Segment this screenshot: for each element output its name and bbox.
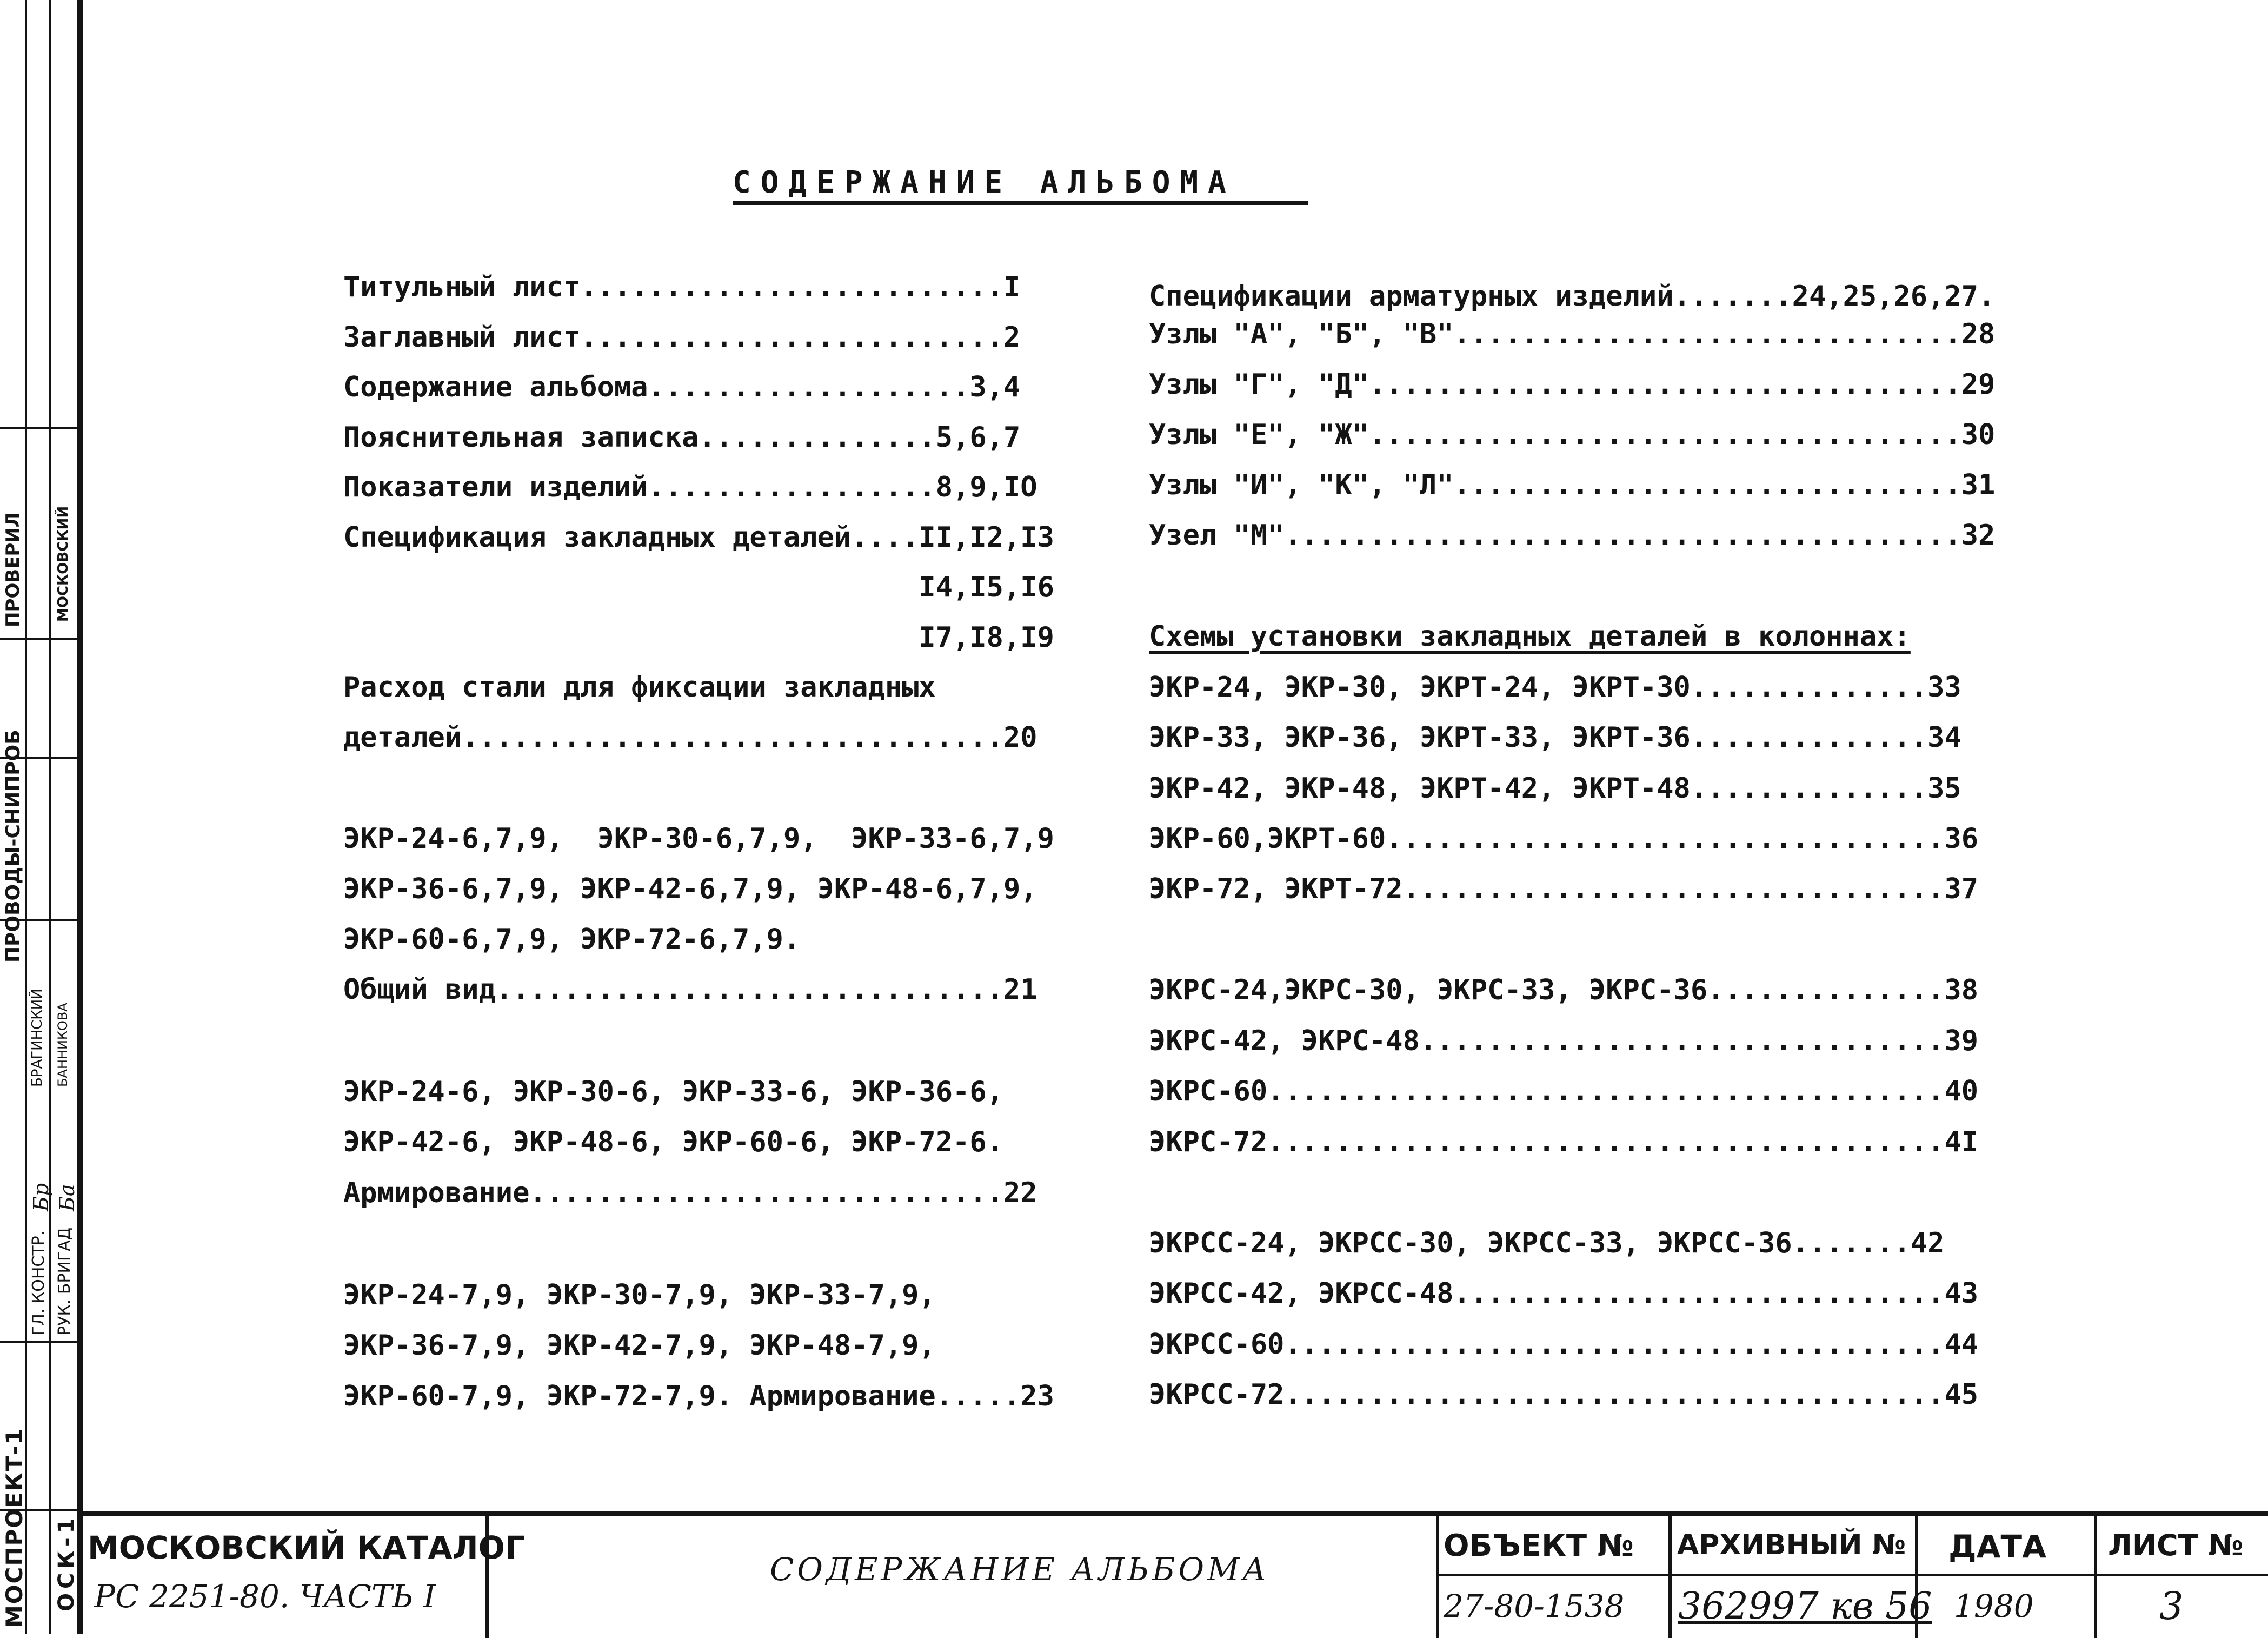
strip-workshop: ПРОВОДЫ-СНИПРОБ	[2, 730, 24, 963]
toc-left-item: I7,I8,I9	[343, 621, 1054, 654]
title-block-divider	[1436, 1516, 1439, 1638]
strip-series: ОСК-1	[54, 1514, 79, 1612]
sheet-title: СОДЕРЖАНИЕ АЛЬБОМА	[770, 1551, 1270, 1588]
catalog-name: МОСКОВСКИЙ КАТАЛОГ	[88, 1529, 525, 1566]
toc-right-item: Спецификации арматурных изделий.......24,25,26,27.	[1149, 280, 1996, 313]
toc-right-section-heading: Схемы установки закладных деталей в колоннах:	[1149, 620, 1911, 653]
toc-right-item: ЭКРСС-42, ЭКРСС-48.............................43	[1149, 1277, 1979, 1310]
toc-left-item: Пояснительная записка..............5,6,7	[343, 421, 1021, 454]
title-block	[83, 1511, 2268, 1634]
toc-left-item: ЭКР-36-7,9, ЭКР-42-7,9, ЭКР-48-7,9,	[343, 1329, 936, 1362]
toc-right-item: ЭКР-60,ЭКРТ-60.................................36	[1149, 823, 1979, 855]
toc-right-item: ЭКРСС-72.......................................45	[1149, 1378, 1979, 1411]
strip-col-3	[51, 0, 79, 1634]
date-label: ДАТА	[1948, 1528, 2046, 1565]
toc-left-item: Спецификация закладных деталей....II,I2,I3	[343, 521, 1054, 554]
strip-role-2: РУК. БРИГАД	[55, 1227, 74, 1336]
title-underline	[733, 201, 1308, 205]
frame-border	[79, 0, 83, 1634]
toc-right-item: Узлы "Г", "Д"...................................29	[1149, 368, 1996, 401]
toc-left-item: ЭКР-36-6,7,9, ЭКР-42-6,7,9, ЭКР-48-6,7,9,	[343, 873, 1037, 905]
title-block-divider	[1436, 1574, 2268, 1576]
strip-org: МОСПРОЕКТ-1	[1, 1427, 28, 1628]
title-block-divider	[2094, 1516, 2097, 1638]
toc-left-item: ЭКР-24-7,9, ЭКР-30-7,9, ЭКР-33-7,9,	[343, 1279, 936, 1311]
toc-right-item: Узлы "И", "К", "Л"..............................31	[1149, 469, 1996, 501]
sheet-number-label: ЛИСТ №	[2108, 1528, 2244, 1562]
toc-right-item: ЭКРС-60........................................40	[1149, 1075, 1979, 1108]
strip-signature-1: Бр	[29, 1183, 53, 1211]
strip-signature-2: Ба	[55, 1184, 79, 1211]
strip-line	[0, 427, 79, 429]
strip-line	[0, 638, 79, 640]
toc-left-item: I4,I5,I6	[343, 571, 1054, 604]
toc-left-item: Общий вид..............................21	[343, 973, 1037, 1006]
toc-right-item: ЭКР-42, ЭКР-48, ЭКРТ-42, ЭКРТ-48..............35	[1149, 772, 1961, 805]
toc-right-item: ЭКРС-42, ЭКРС-48...............................39	[1149, 1025, 1979, 1057]
toc-right-item: ЭКРСС-60.......................................44	[1149, 1328, 1979, 1361]
toc-right-item: ЭКР-33, ЭКР-36, ЭКРТ-33, ЭКРТ-36..............34	[1149, 721, 1961, 754]
page-title: СОДЕРЖАНИЕ АЛЬБОМА	[733, 165, 1236, 200]
toc-left-item: ЭКР-24-6,7,9, ЭКР-30-6,7,9, ЭКР-33-6,7,9	[343, 823, 1054, 855]
toc-right-item: Узел "М"........................................32	[1149, 519, 1996, 552]
title-block-divider	[1668, 1516, 1672, 1638]
toc-left-item: Содержание альбома...................3,4	[343, 371, 1021, 403]
side-strip	[0, 0, 79, 1634]
object-number-label: ОБЪЕКТ №	[1444, 1528, 1634, 1563]
toc-right-item: ЭКР-24, ЭКР-30, ЭКРТ-24, ЭКРТ-30..............33	[1149, 671, 1961, 704]
strip-line	[0, 1341, 79, 1343]
strip-name-1: БРАГИНСКИЙ	[29, 989, 45, 1087]
sheet-number-value: 3	[2159, 1584, 2184, 1628]
toc-right-item: ЭКРС-72........................................4I	[1149, 1126, 1979, 1158]
toc-left-item: Показатели изделий.................8,9,IO	[343, 471, 1037, 503]
strip-role-1: ГЛ. КОНСТР.	[29, 1230, 48, 1336]
toc-right-item: Узлы "Е", "Ж"...................................30	[1149, 419, 1996, 451]
toc-left-item: ЭКР-42-6, ЭКР-48-6, ЭКР-60-6, ЭКР-72-6.	[343, 1126, 1003, 1158]
toc-left-item: ЭКР-60-6,7,9, ЭКР-72-6,7,9.	[343, 923, 801, 956]
catalog-code: РС 2251-80. ЧАСТЬ I	[94, 1578, 436, 1615]
toc-left-item: Титульный лист.........................I	[343, 271, 1021, 303]
archive-number-value: 362997 кв 56	[1678, 1585, 1932, 1628]
toc-left-item: Армирование............................22	[343, 1177, 1037, 1209]
toc-right-item: ЭКР-72, ЭКРТ-72................................37	[1149, 873, 1979, 905]
toc-left-item: Заглавный лист.........................2	[343, 321, 1021, 354]
toc-right-item: ЭКРС-24,ЭКРС-30, ЭКРС-33, ЭКРС-36..............38	[1149, 974, 1979, 1006]
toc-right-item: Узлы "А", "Б", "В"..............................28	[1149, 318, 1996, 350]
strip-col-2	[27, 0, 51, 1634]
date-value: 1980	[1954, 1588, 2034, 1624]
toc-right-item: ЭКРСС-24, ЭКРСС-30, ЭКРСС-33, ЭКРСС-36.......42	[1149, 1227, 1945, 1259]
strip-checked: ПРОВЕРИЛ	[2, 512, 24, 627]
strip-name-2: БАННИКОВА	[55, 1003, 70, 1087]
toc-left-item: Расход стали для фиксации закладных	[343, 671, 936, 704]
toc-left-item: деталей................................20	[343, 721, 1037, 754]
toc-left-item: ЭКР-24-6, ЭКР-30-6, ЭКР-33-6, ЭКР-36-6,	[343, 1076, 1003, 1108]
object-number-value: 27-80-1538	[1444, 1588, 1625, 1624]
archive-number-label: АРХИВНЫЙ №	[1677, 1529, 1906, 1561]
strip-top-label: МОСКОВСКИЙ	[55, 506, 71, 622]
toc-left-item: ЭКР-60-7,9, ЭКР-72-7,9. Армирование.....23	[343, 1380, 1054, 1412]
